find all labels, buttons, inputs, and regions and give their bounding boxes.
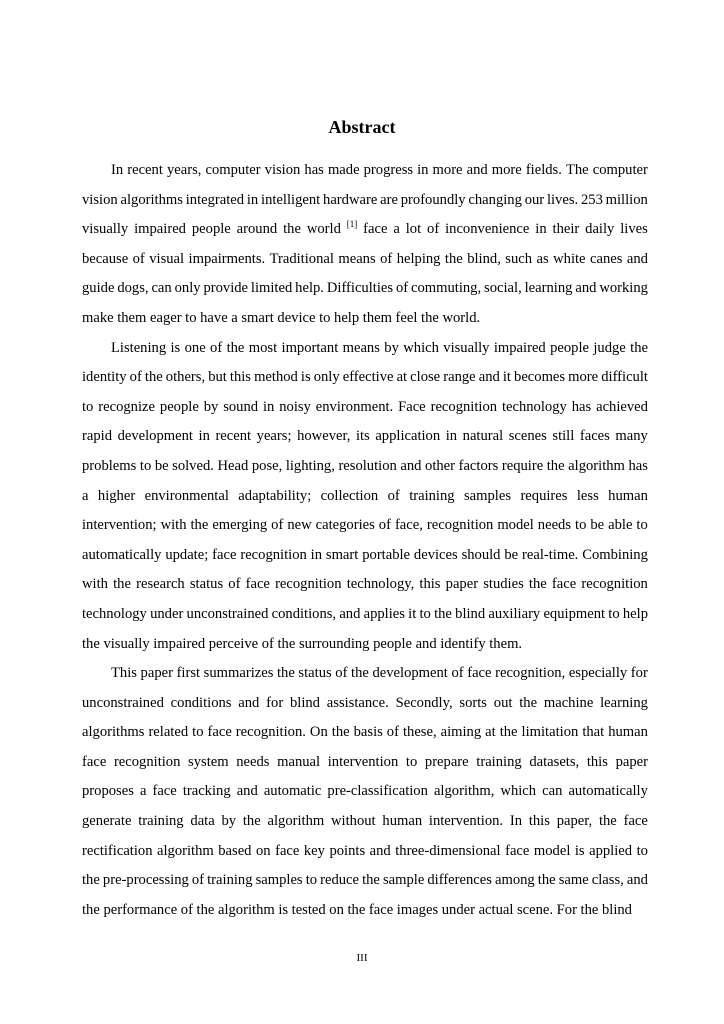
abstract-body (82, 159, 648, 928)
text-line: algorithms related to face recognition. On the basis of these, aiming at the limitation that human (82, 724, 648, 741)
text-line: the performance of the algorithm is tested on the face images under actual scene. For the blind (82, 901, 632, 918)
text-line: In recent years, computer vision has made progress in more and more fields. The computer (111, 162, 648, 178)
text-line: the visually impaired perceive of the surrounding people and identify them. (82, 635, 523, 652)
text-line: technology under unconstrained conditions, and applies it to the blind auxiliary equipment to help (82, 605, 648, 622)
text-line: automatically update; face recognition in smart portable devices should be real-time. Combining (82, 546, 648, 563)
paragraph (82, 662, 648, 928)
text-line: vision algorithms integrated in intelligent hardware are profoundly changing our lives. 253 million (82, 191, 648, 208)
text-line: rapid development in recent years; however, its application in natural scenes still faces many (82, 428, 648, 445)
text-line: identity of the others, but this method is only effective at close range and it becomes more difficult (82, 369, 648, 386)
text-line: the pre-processing of training samples to reduce the sample differences among the same class, and (82, 872, 648, 889)
text-line: make them eager to have a smart device to help them feel the world. (82, 309, 481, 326)
text-line: rectification algorithm based on face key points and three-dimensional face model is applied to (82, 842, 648, 859)
text-line: Listening is one of the most important means by which visually impaired people judge the (111, 339, 648, 356)
paragraph (82, 159, 648, 337)
text-line: a higher environmental adaptability; collection of training samples requires less human (82, 487, 648, 504)
page-title: Abstract (328, 117, 396, 137)
text-line: intervention; with the emerging of new categories of face, recognition model needs to be able to (82, 517, 648, 534)
text-line: visually impaired people around the world [1] face a lot of inconvenience in their daily lives (82, 219, 648, 238)
citation-reference[interactable]: [1] (346, 219, 358, 230)
text-line: with the research status of face recognition technology, this paper studies the face recognition (82, 576, 648, 593)
text-line: This paper first summarizes the status of the development of face recognition, especially for (111, 665, 648, 682)
text-line: problems to be solved. Head pose, lighting, resolution and other factors require the algorithm has (82, 457, 648, 474)
text-line: face recognition system needs manual intervention to prepare training datasets, this paper (82, 753, 648, 770)
paragraph (82, 337, 648, 663)
page-number: III (356, 952, 368, 964)
text-line: to recognize people by sound in noisy environment. Face recognition technology has achieved (82, 398, 648, 415)
text-line: unconstrained conditions and for blind assistance. Secondly, sorts out the machine learning (82, 694, 648, 711)
text-line: guide dogs, can only provide limited help. Difficulties of commuting, social, learning and working (82, 280, 648, 297)
text-line: proposes a face tracking and automatic pre-classification algorithm, which can automatically (82, 783, 648, 800)
text-line: because of visual impairments. Traditional means of helping the blind, such as white canes and (82, 250, 648, 267)
text-line: generate training data by the algorithm without human intervention. In this paper, the face (82, 813, 648, 830)
